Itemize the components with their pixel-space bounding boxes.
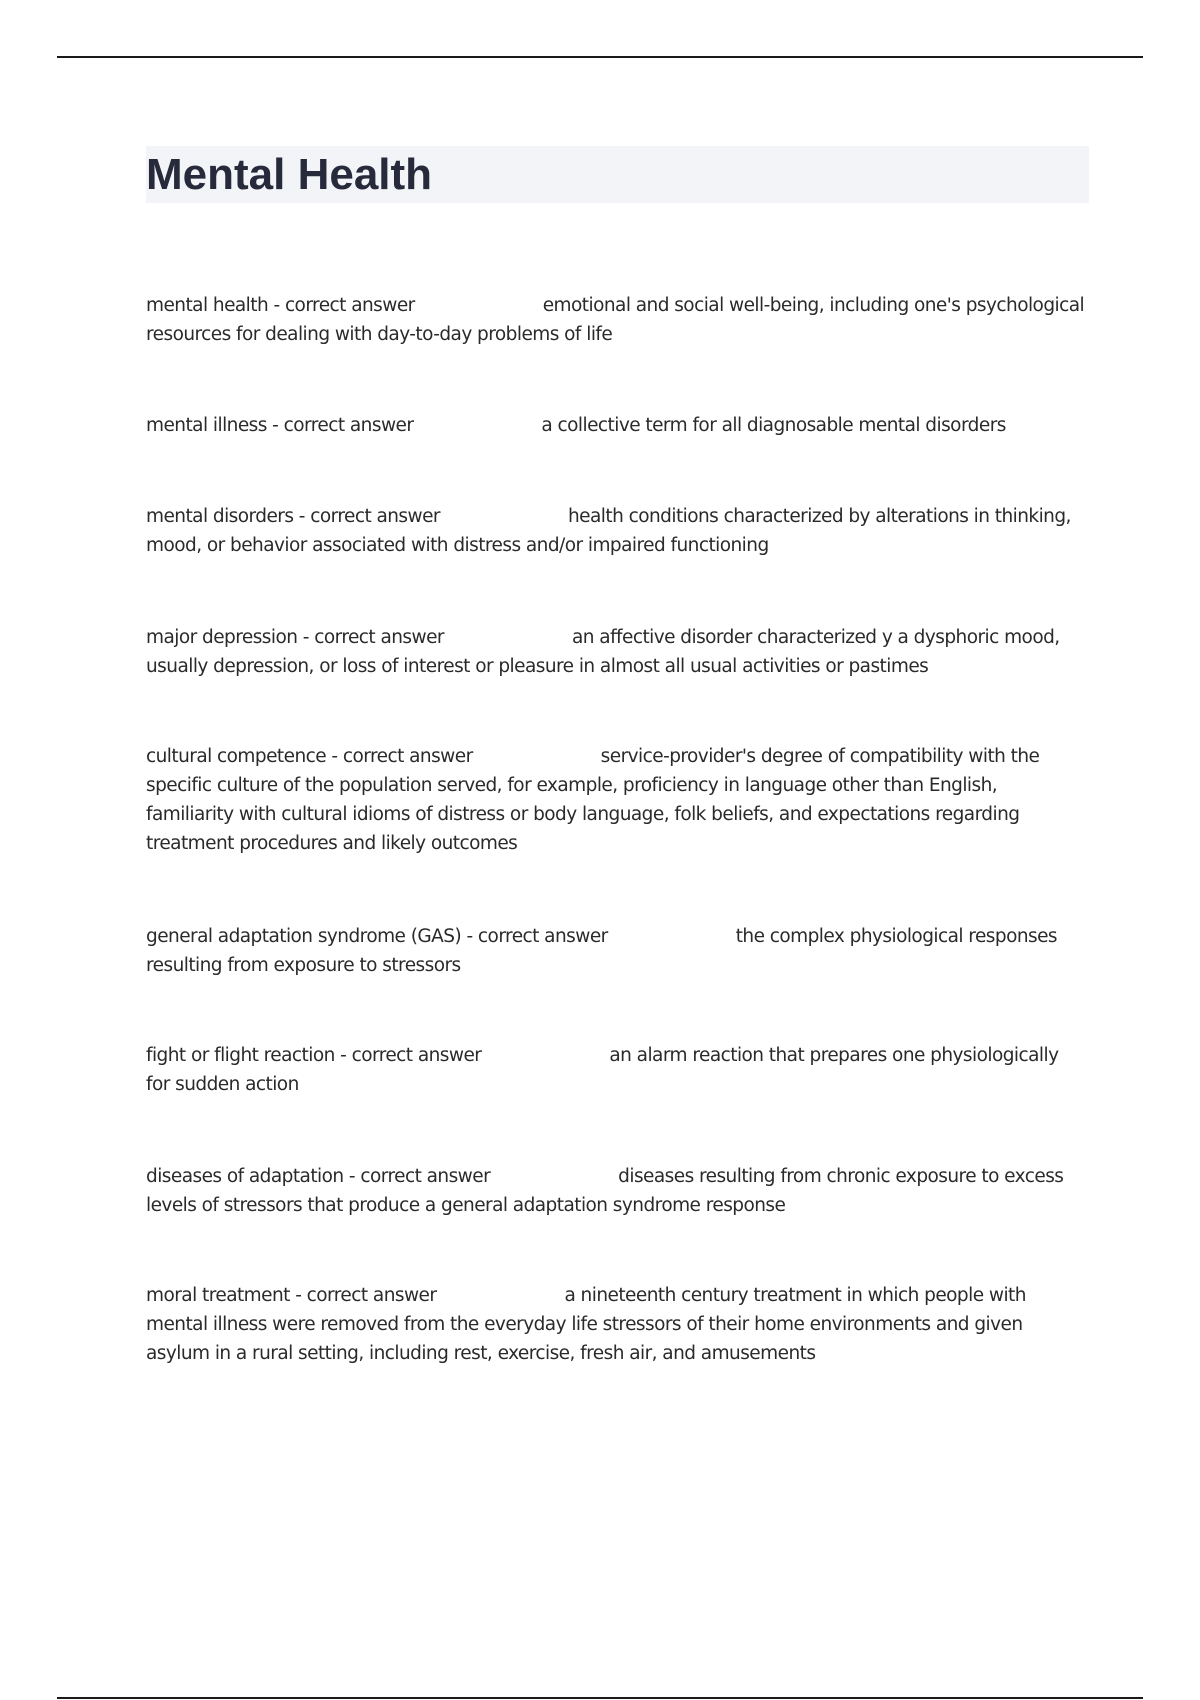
flashcard-entry	[146, 1281, 1086, 1368]
term: cultural competence - correct answer	[146, 746, 473, 767]
title-banner	[146, 146, 1089, 203]
term: mental health - correct answer	[146, 295, 415, 316]
top-divider	[57, 56, 1143, 58]
definition: an affective disorder characterized y a dysphoric mood, usually depression, or loss of interest or pleasure in almost all usual activities or pastimes	[146, 627, 1060, 677]
term: mental illness - correct answer	[146, 415, 414, 436]
flashcard-entry	[146, 411, 1086, 440]
flashcard-entry	[146, 502, 1086, 560]
flashcard-entry	[146, 1162, 1086, 1220]
term: general adaptation syndrome (GAS) - correct answer	[146, 926, 608, 947]
flashcard-entry	[146, 922, 1086, 980]
term: major depression - correct answer	[146, 627, 444, 648]
definition: diseases resulting from chronic exposure to excess levels of stressors that produce a general adaptation syndrome response	[146, 1166, 1064, 1216]
definition: health conditions characterized by alterations in thinking, mood, or behavior associated with distress and/or impaired functioning	[146, 506, 1071, 556]
flashcard-entry	[146, 742, 1086, 858]
term: mental disorders - correct answer	[146, 506, 440, 527]
bottom-divider	[57, 1697, 1143, 1699]
definition: an alarm reaction that prepares one physiologically for sudden action	[146, 1045, 1059, 1095]
term: diseases of adaptation - correct answer	[146, 1166, 491, 1187]
definition: service-provider's degree of compatibility with the specific culture of the population served, for example, proficiency in language other than English, familiarity with cultural idioms of distress or body language, folk beliefs, and expectations regarding treatment procedures and likely outcomes	[146, 746, 1040, 854]
definition: the complex physiological responses resulting from exposure to stressors	[146, 926, 1058, 976]
term: moral treatment - correct answer	[146, 1285, 437, 1306]
flashcard-entry	[146, 623, 1086, 681]
definition: a collective term for all diagnosable mental disorders	[541, 415, 1006, 436]
flashcard-entry	[146, 1041, 1086, 1099]
flashcard-entry	[146, 291, 1086, 349]
term: fight or flight reaction - correct answer	[146, 1045, 482, 1066]
definition: a nineteenth century treatment in which people with mental illness were removed from the everyday life stressors of their home environments and given asylum in a rural setting, including rest, exercise, fresh air, and amusements	[146, 1285, 1026, 1364]
page-title: Mental Health	[146, 150, 433, 199]
definition: emotional and social well-being, including one's psychological resources for dealing with day-to-day problems of life	[146, 295, 1085, 345]
